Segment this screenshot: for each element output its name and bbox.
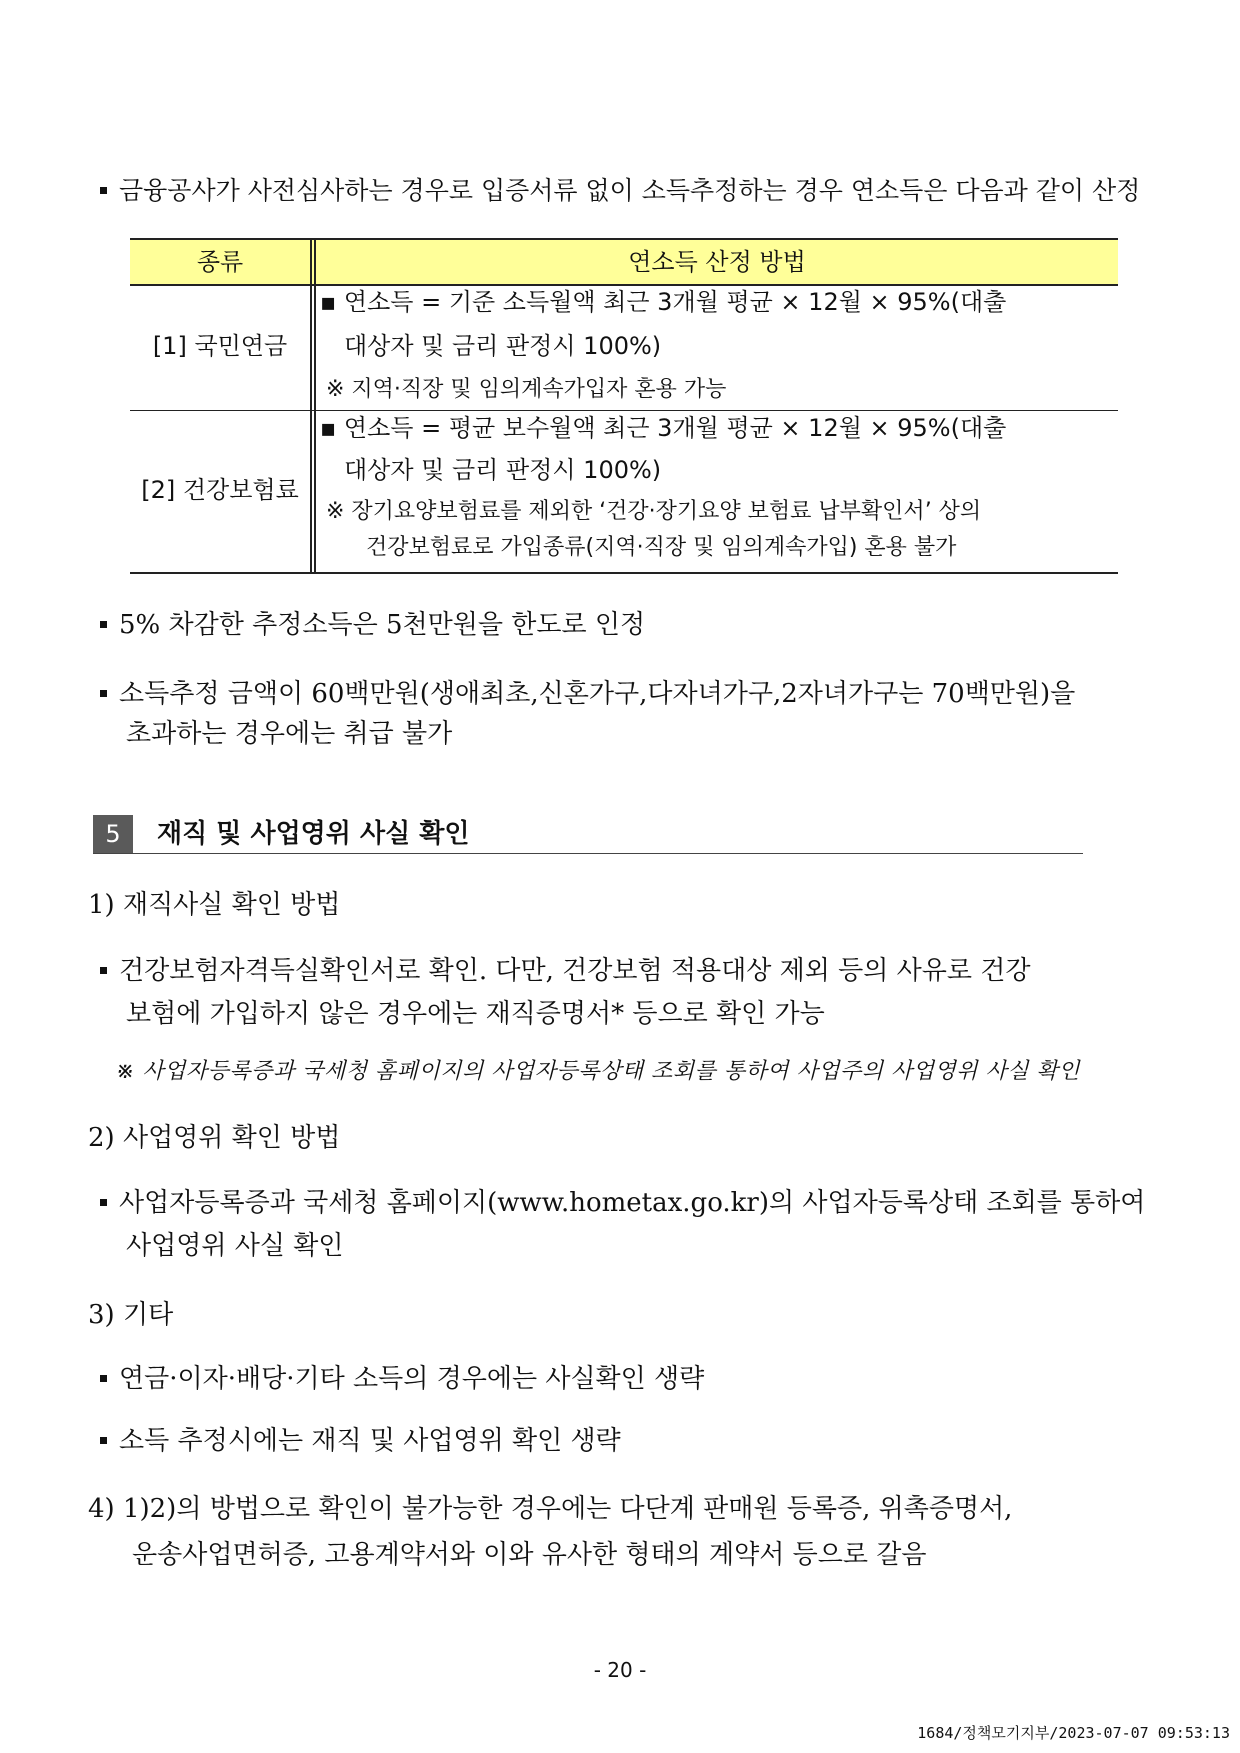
section-rule — [93, 853, 1083, 854]
row2-note-line2: 건강보험료로 가입종류(지역·직장 및 임의계속가입) 혼용 불가 — [366, 535, 957, 560]
bullet-icon — [100, 187, 107, 194]
item1-bullet — [100, 954, 1030, 988]
item3-text: 연금·이자·배당·기타 소득의 경우에는 사실확인 생략 — [119, 1364, 705, 1394]
heading-4-line1: 4) 1)2)의 방법으로 확인이 불가능한 경우에는 다단계 판매원 등록증, 위촉증명서, — [88, 1494, 1013, 1524]
row1-line1: ▪ 연소득 = 기준 소득월액 최근 3개월 평균 × 12월 × 95%(대출 — [320, 288, 1007, 316]
row2-note-line1: ※ 장기요양보험료를 제외한 ‘건강·장기요양 보험료 납부확인서’ 상의 — [326, 499, 982, 524]
bullet-icon — [100, 1437, 107, 1444]
item1-text: 건강보험자격득실확인서로 확인. 다만, 건강보험 적용대상 제외 등의 사유로 건강 — [119, 956, 1031, 986]
page-number: - 20 - — [593, 1658, 647, 1682]
bullet-icon — [100, 1375, 107, 1382]
bullet-limit-cont: 초과하는 경우에는 취급 불가 — [126, 719, 453, 749]
row-divider — [130, 410, 1118, 411]
heading-4-line2: 운송사업면허증, 고용계약서와 이와 유사한 형태의 계약서 등으로 갈음 — [132, 1540, 927, 1570]
intro-paragraph — [100, 174, 1140, 208]
bullet-5pct-text: 5% 차감한 추정소득은 5천만원을 한도로 인정 — [119, 610, 646, 640]
print-stamp: 1684/정책모기지부/2023-07-07 09:53:13 — [917, 1724, 1230, 1742]
intro-text: 금융공사가 사전심사하는 경우로 입증서류 없이 소득추정하는 경우 연소득은 다음과 같이 산정 — [119, 176, 1141, 205]
row2-line2: 대상자 및 금리 판정시 100%) — [344, 456, 662, 484]
table-header — [130, 240, 1118, 286]
heading-2: 2) 사업영위 확인 방법 — [88, 1123, 341, 1153]
footnote: ※ 사업자등록증과 국세청 홈페이지의 사업자등록상태 조회를 통하여 사업주의 사업영위 사실 확인 — [116, 1059, 1080, 1084]
row1-type: [1] 국민연금 — [152, 332, 288, 360]
bullet-icon — [100, 690, 107, 697]
row2-type: [2] 건강보험료 — [141, 476, 299, 504]
bullet-icon — [100, 621, 107, 628]
column-divider — [310, 240, 316, 572]
bullet-icon — [100, 967, 107, 974]
row1-note: ※ 지역·직장 및 임의계속가입자 혼용 가능 — [326, 377, 727, 402]
item1-cont: 보험에 가입하지 않은 경우에는 재직증명서* 등으로 확인 가능 — [126, 999, 825, 1029]
item2-bullet — [100, 1186, 1145, 1220]
row1-line2: 대상자 및 금리 판정시 100%) — [344, 332, 662, 360]
heading-3: 3) 기타 — [88, 1300, 174, 1330]
section-title: 재직 및 사업영위 사실 확인 — [157, 819, 470, 849]
header-type: 종류 — [196, 248, 244, 276]
bullet-5pct — [100, 608, 645, 642]
income-table — [130, 238, 1118, 574]
bullet-limit — [100, 677, 1075, 711]
item4-text: 소득 추정시에는 재직 및 사업영위 확인 생략 — [119, 1426, 621, 1456]
header-method: 연소득 산정 방법 — [628, 248, 806, 276]
item3-bullet — [100, 1362, 704, 1396]
bullet-icon — [100, 1199, 107, 1206]
item4-bullet — [100, 1424, 621, 1458]
bullet-limit-text: 소득추정 금액이 60백만원(생애최초,신혼가구,다자녀가구,2자녀가구는 70백만원)을 — [119, 679, 1076, 709]
heading-1: 1) 재직사실 확인 방법 — [88, 890, 341, 920]
section-number: 5 — [93, 815, 133, 853]
row2-line1: ▪ 연소득 = 평균 보수월액 최근 3개월 평균 × 12월 × 95%(대출 — [320, 414, 1007, 442]
item2-cont: 사업영위 사실 확인 — [126, 1231, 344, 1261]
item2-text: 사업자등록증과 국세청 홈페이지(www.hometax.go.kr)의 사업자등록상태 조회를 통하여 — [119, 1188, 1146, 1218]
